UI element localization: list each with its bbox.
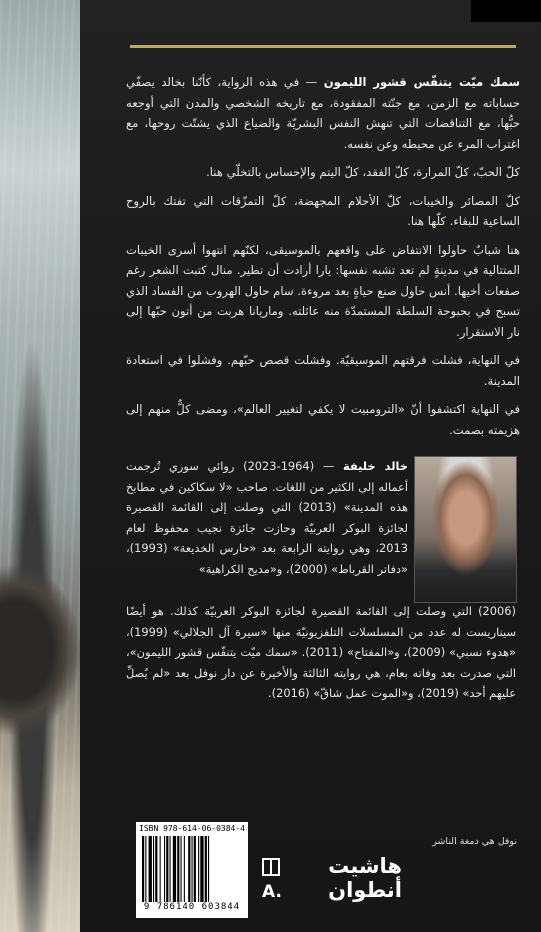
blurb-paragraph-4: هنا شبابٌ حاولوا الانتفاض على واقعهم بالموسيقى، لكنّهم انتهوا أسرى الخيبات المتتالية في مدينةٍ لم تعد تشبه نفسها: يارا أرادت أن تطير. منال كتبت الشعر رغم صفعات أخيها. أنس حاول صنع حياةٍ بعد مروءة. سام حاول الهروب من الفساد الذي تسبح في بحبوحة السلطة المستمدّة منه عائلته. وماريانا هربت من أتون حبّها إلى نار الاستقرار. [126, 242, 520, 339]
blurb-paragraph-1: سمك ميّت يتنفّس قشور الليمون — في هذه الرواية، كأنّنا بخالد يصفّي حساباته مع الزمن، مع جنّته المفقودة، مع تاريخه الشخصي والمدن التي أوجعه حبُّها، مع التناقضات التي تنهش النفس البشريّة والضياع الذي يشتّت روحها، مع اغتراب المرء عن محيطه وعن نفسه. [126, 75, 520, 151]
author-name: خالد خليفة [342, 459, 408, 473]
barcode-bar [192, 836, 193, 902]
barcode-bar [145, 836, 146, 902]
barcode-bar [166, 836, 168, 902]
fish-illustration [0, 565, 80, 735]
publisher-logo-icon [262, 858, 280, 876]
barcode-bar [164, 836, 165, 902]
barcode-bar [198, 836, 199, 902]
gold-divider [130, 45, 516, 48]
barcode-bar [160, 836, 161, 902]
barcode-bar [205, 836, 207, 902]
barcode-bar [173, 836, 176, 902]
blurb-paragraph-6: في النهاية اكتشفوا أنّ «الترومبيت لا يكفي لتغيير العالم»، ومضى كلٌّ منهم إلى هزيمته بصمت. [126, 402, 520, 437]
author-bio-top: خالد خليفة — (1964-2023) روائي سوري تُرجمت أعماله إلى الكثير من اللغات. صاحب «لا سكاكين في مطابخ هذه المدينة» (2013) التي وصلت إلى القائمة القصيرة لجائزة البوكر العربيّة وحازت جائزة نجيب محفوظ لعام 2013، وهي روايته الرابعة بعد «حارس الخديعة» (1993)، «دفاتر القرباط» (2000)، و«مديح الكراهية» [126, 459, 408, 576]
barcode-bar [181, 836, 182, 902]
publisher-a-logo-icon: A. [262, 882, 282, 902]
barcode-bar [155, 836, 157, 902]
barcode-bar [149, 836, 152, 902]
barcode-bar [170, 836, 171, 902]
barcode-bar [194, 836, 196, 902]
blurb-paragraph-3: كلّ المصائر والخيبات، كلّ الأحلام المجهضة، كلّ التمزّقات التي تفتك بالروح الساعية للبقاء. كلّها هنا. [126, 193, 520, 228]
barcode-bar [208, 836, 209, 902]
barcode-bar [153, 836, 154, 902]
author-photo [414, 456, 517, 603]
book-blurb [126, 72, 520, 448]
barcode-bars [142, 836, 242, 902]
isbn-label: ISBN 978-614-06-0384-4 [139, 824, 245, 833]
book-title: سمك ميّت يتنفّس قشور الليمون [323, 75, 520, 89]
blurb-paragraph-5: في النهاية، فشلت فرقتهم الموسيقيّة. وفشلت قصص حبّهم. وفشلوا في استعادة المدينة. [126, 353, 520, 388]
barcode-bar [200, 836, 203, 902]
barcode [136, 822, 248, 918]
barcode-bar [188, 836, 190, 902]
publisher-stamp: نوفل هي دمغة الناشر [432, 836, 517, 847]
cover-artwork-strip [0, 0, 80, 932]
author-bio-bottom: (2006) التي وصلت إلى القائمة القصيرة لجائزة البوكر العربيّة كذلك. هو أيضًا سيناريست له عدد من المسلسلات التلفزيونيّة منها «سيرة آل الجلالي» (1999)، «هدوء نسبي» (2009)، و«المفتاح» (2011). «سمك ميّت يتنفّس قشور الليمون»، التي صدرت بعد وفاته بعام، هي روايته الثالثة والأخيرة عن دار نوفل بعد «لم يُصلِّ عليهم أحد» (2019)، و«الموت عمل شاقّ» (2016). [126, 604, 516, 700]
barcode-bar [177, 836, 179, 902]
barcode-bar [184, 836, 185, 902]
barcode-bar [142, 836, 144, 902]
publisher-name: هاشيت أنطوان [328, 854, 402, 902]
barcode-digits: 9 786140 603844 [143, 902, 241, 912]
top-corner-shape [471, 0, 541, 22]
blurb-paragraph-2: كلّ الحبّ، كلّ المرارة، كلّ الفقد، كلّ اليتم والإحساس بالتخلّي هنا. [206, 165, 520, 179]
